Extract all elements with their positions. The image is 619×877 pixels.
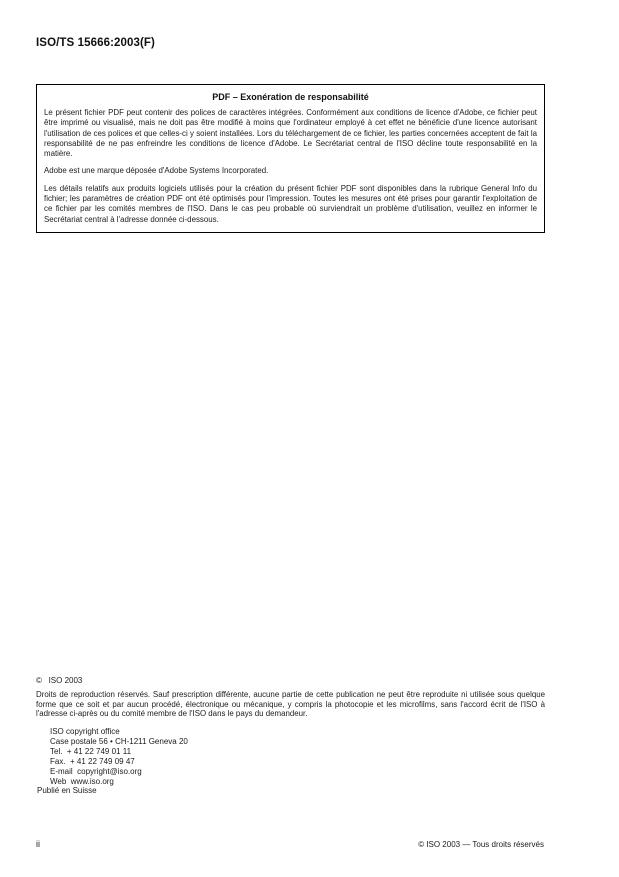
address-line-postal: Case postale 56 • CH-1211 Geneva 20 [50,737,188,747]
address-line-tel: Tel. + 41 22 749 01 11 [50,747,132,757]
disclaimer-title: PDF – Exonération de responsabilité [212,92,369,102]
document-reference-header: ISO/TS 15666:2003(F) [36,37,155,49]
pdf-disclaimer-box [36,84,545,233]
address-line-fax: Fax. + 41 22 749 09 47 [50,757,135,767]
disclaimer-paragraph-2: Adobe est une marque déposée d'Adobe Systems Incorporated. [44,166,269,176]
footer-page-number: ii [36,839,40,849]
reproduction-rights-paragraph: Droits de reproduction réservés. Sauf prescription différente, aucune partie de cette publication ne peut être reproduite ni utilisée sous quelque forme que ce soit et par aucun procédé, électronique ou mécanique, y compris la photocopie et les microfilms, sans l'accord écrit de l'ISO à l'adresse ci-après ou du comité membre de l'ISO dans le pays du demandeur. [36,690,545,719]
copyright-notice: © ISO 2003 [36,676,83,685]
footer-copyright-line: © ISO 2003 — Tous droits réservés [418,840,544,849]
disclaimer-paragraph-3: Les détails relatifs aux produits logiciels utilisés pour la création du présent fichier PDF sont disponibles dans la rubrique General Info du fichier; les paramètres de création PDF ont été optimisés pour l'impression. Toutes les mesures ont été prises pour garantir l'exploitation de ce fichier par les comités membres de l'ISO. Dans le cas peu probable où surviendrait un problème d'utilisation, veuillez en informer le Secrétariat central à l'adresse donnée ci-dessous. [44,183,537,224]
address-line-email: E-mail copyright@iso.org [50,767,142,777]
disclaimer-paragraph-1: Le présent fichier PDF peut contenir des polices de caractères intégrées. Conformément aux conditions de licence d'Adobe, ce fichier peut être imprimé ou visualisé, mais ne doit pas être modifié à moins que l'ordinateur employé à cet effet ne bénéficie d'une licence autorisant l'utilisation de ces polices et que celles-ci y soient installées. Lors du téléchargement de ce fichier, les parties concernées acceptent de fait la responsabilité de ne pas enfreindre les conditions de licence d'Adobe. Le Secrétariat central de l'ISO décline toute responsabilité en la matière. [44,108,537,159]
address-line-office: ISO copyright office [50,727,120,736]
address-line-web: Web www.iso.org [50,777,114,787]
published-in-switzerland: Publié en Suisse [37,786,97,795]
iso-copyright-office-address [50,727,188,788]
